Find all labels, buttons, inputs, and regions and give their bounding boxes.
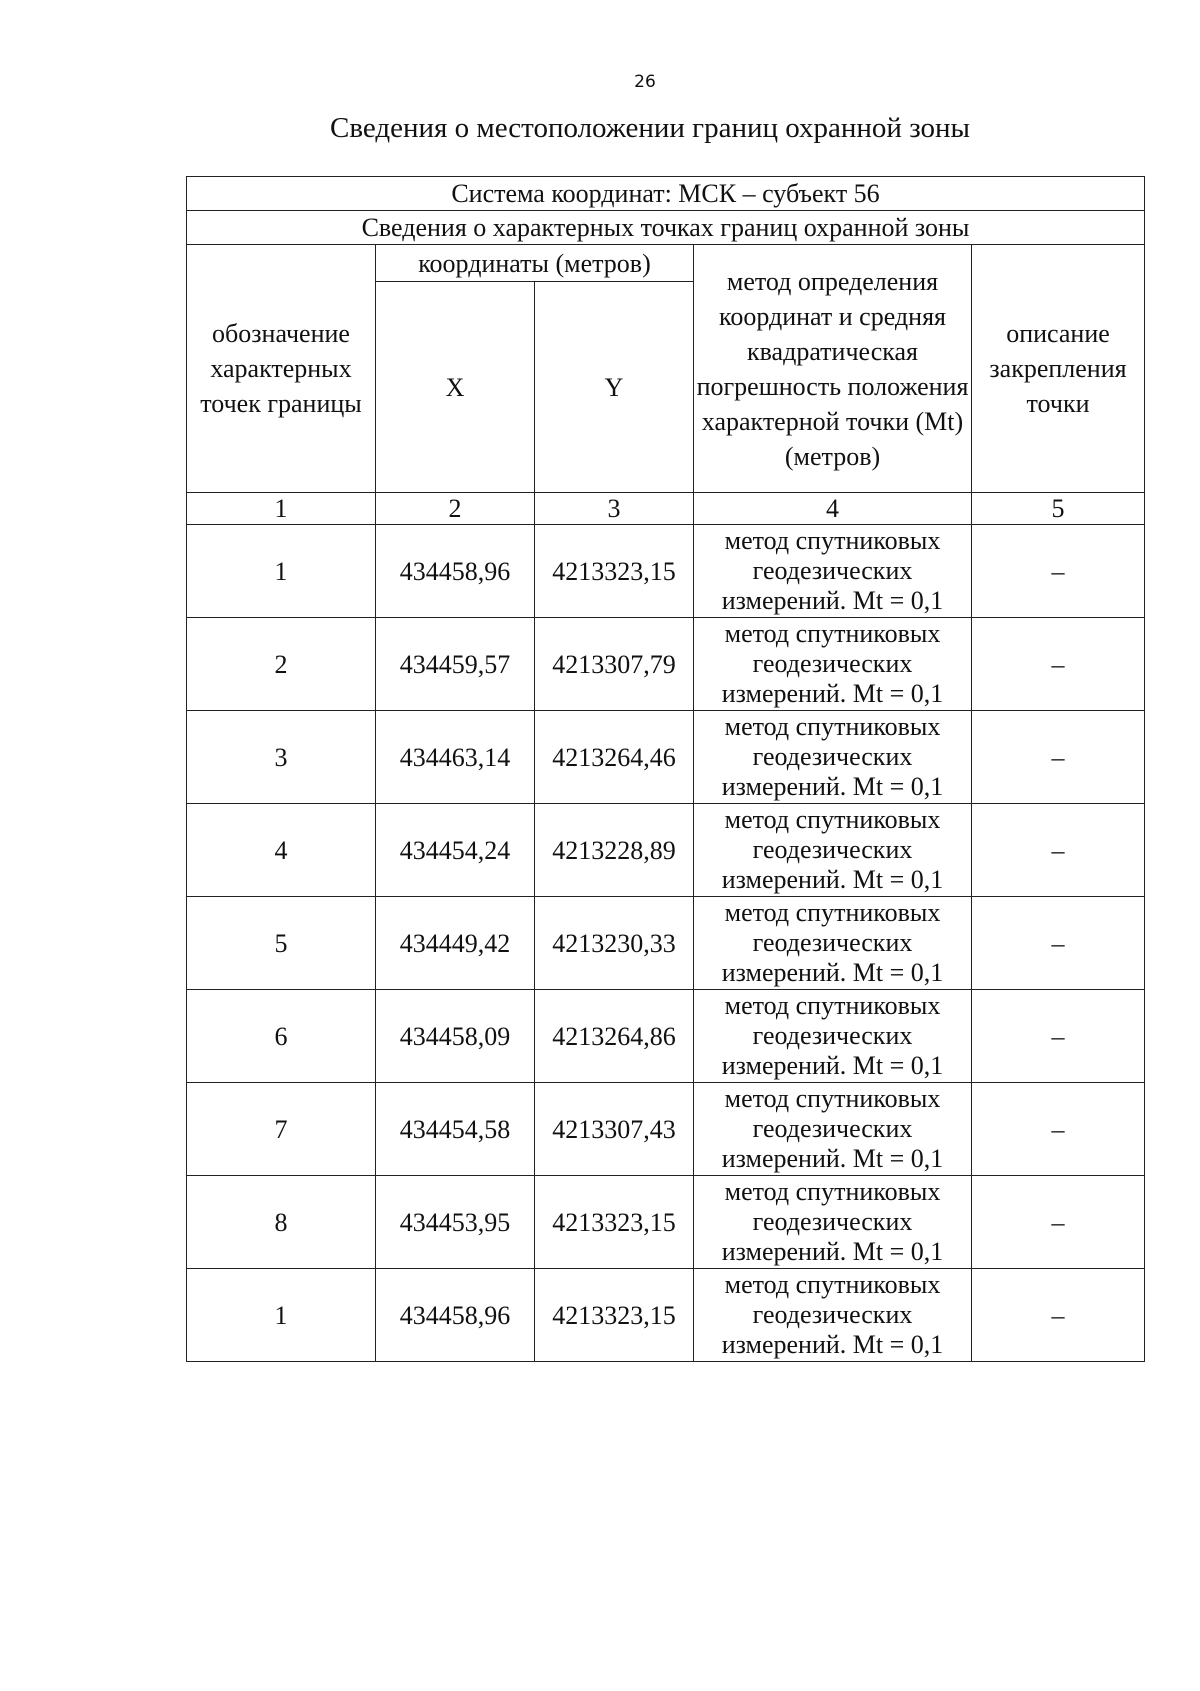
coordinate-system-row <box>187 177 1145 211</box>
method-cell <box>694 1176 972 1269</box>
point-number-cell: 5 <box>187 897 376 990</box>
method-line: измерений. Mt = 0,1 <box>721 1051 944 1080</box>
description-cell: – <box>972 1269 1145 1362</box>
description-cell: – <box>972 525 1145 618</box>
point-number-cell: 6 <box>187 990 376 1083</box>
table-row <box>187 1269 1145 1362</box>
description-cell: – <box>972 1176 1145 1269</box>
table-row <box>187 1176 1145 1269</box>
method-line: метод спутниковых <box>724 898 941 927</box>
x-coordinate-cell: 434458,09 <box>376 990 535 1083</box>
method-line: измерений. Mt = 0,1 <box>721 772 944 801</box>
page-title: Сведения о местоположении границ охранной зоны <box>329 112 970 144</box>
description-cell: – <box>972 618 1145 711</box>
header-coordinates: координаты (метров) <box>376 245 694 282</box>
table-caption-cell: Сведения о характерных точках границ охранной зоны <box>187 211 1145 245</box>
description-cell: – <box>972 804 1145 897</box>
y-coordinate-cell: 4213307,79 <box>535 618 694 711</box>
header-row <box>187 245 1145 282</box>
column-number-cell: 3 <box>535 493 694 525</box>
table-caption-row <box>187 211 1145 245</box>
point-number-cell: 7 <box>187 1083 376 1176</box>
point-number-cell: 1 <box>187 525 376 618</box>
page-number: 26 <box>634 72 656 92</box>
method-cell <box>694 1083 972 1176</box>
table-row <box>187 525 1145 618</box>
y-coordinate-cell: 4213264,46 <box>535 711 694 804</box>
header-y: Y <box>535 282 694 493</box>
method-cell <box>694 897 972 990</box>
method-cell <box>694 1269 972 1362</box>
x-coordinate-cell: 434463,14 <box>376 711 535 804</box>
y-coordinate-cell: 4213228,89 <box>535 804 694 897</box>
method-line: геодезических <box>752 742 913 771</box>
point-number-cell: 8 <box>187 1176 376 1269</box>
method-line: измерений. Mt = 0,1 <box>721 1144 944 1173</box>
method-line: метод спутниковых <box>724 1084 941 1113</box>
x-coordinate-cell: 434449,42 <box>376 897 535 990</box>
table-row <box>187 804 1145 897</box>
method-line: метод спутниковых <box>724 526 941 555</box>
x-coordinate-cell: 434454,58 <box>376 1083 535 1176</box>
y-coordinate-cell: 4213323,15 <box>535 1269 694 1362</box>
method-line: измерений. Mt = 0,1 <box>721 586 944 615</box>
point-number-cell: 4 <box>187 804 376 897</box>
x-coordinate-cell: 434453,95 <box>376 1176 535 1269</box>
method-line: измерений. Mt = 0,1 <box>721 1237 944 1266</box>
x-coordinate-cell: 434458,96 <box>376 1269 535 1362</box>
y-coordinate-cell: 4213323,15 <box>535 1176 694 1269</box>
method-cell <box>694 525 972 618</box>
table-row <box>187 1083 1145 1176</box>
table-row <box>187 618 1145 711</box>
description-cell: – <box>972 711 1145 804</box>
x-coordinate-cell: 434454,24 <box>376 804 535 897</box>
header-point-designation: обозначение характерных точек границы <box>187 245 376 493</box>
method-line: геодезических <box>752 1207 913 1236</box>
method-cell <box>694 711 972 804</box>
header-description: описание закрепления точки <box>972 245 1145 493</box>
method-line: геодезических <box>752 1300 913 1329</box>
method-line: геодезических <box>752 1021 913 1050</box>
coordinate-system-cell: Система координат: МСК – субъект 56 <box>187 177 1145 211</box>
method-cell <box>694 804 972 897</box>
method-line: метод спутниковых <box>724 619 941 648</box>
header-method: метод определения координат и средняя квадратическая погрешность положения характерной точки (Mt) (метров) <box>694 245 972 493</box>
y-coordinate-cell: 4213230,33 <box>535 897 694 990</box>
method-cell <box>694 618 972 711</box>
description-cell: – <box>972 990 1145 1083</box>
method-line: метод спутниковых <box>724 712 941 741</box>
method-line: геодезических <box>752 649 913 678</box>
table-row <box>187 897 1145 990</box>
table-row <box>187 711 1145 804</box>
x-coordinate-cell: 434459,57 <box>376 618 535 711</box>
column-number-cell: 4 <box>694 493 972 525</box>
method-line: геодезических <box>752 556 913 585</box>
point-number-cell: 3 <box>187 711 376 804</box>
table-row <box>187 990 1145 1083</box>
y-coordinate-cell: 4213264,86 <box>535 990 694 1083</box>
description-cell: – <box>972 897 1145 990</box>
description-cell: – <box>972 1083 1145 1176</box>
method-line: измерений. Mt = 0,1 <box>721 958 944 987</box>
method-line: измерений. Mt = 0,1 <box>721 1330 944 1359</box>
method-line: геодезических <box>752 1114 913 1143</box>
point-number-cell: 2 <box>187 618 376 711</box>
column-number-cell: 1 <box>187 493 376 525</box>
method-line: измерений. Mt = 0,1 <box>721 679 944 708</box>
method-line: метод спутниковых <box>724 1270 941 1299</box>
point-number-cell: 1 <box>187 1269 376 1362</box>
method-line: геодезических <box>752 928 913 957</box>
method-line: измерений. Mt = 0,1 <box>721 865 944 894</box>
method-line: метод спутниковых <box>724 991 941 1020</box>
x-coordinate-cell: 434458,96 <box>376 525 535 618</box>
column-number-cell: 2 <box>376 493 535 525</box>
y-coordinate-cell: 4213323,15 <box>535 525 694 618</box>
method-line: геодезических <box>752 835 913 864</box>
method-cell <box>694 990 972 1083</box>
method-line: метод спутниковых <box>724 1177 941 1206</box>
column-number-row <box>187 493 1145 525</box>
column-number-cell: 5 <box>972 493 1145 525</box>
y-coordinate-cell: 4213307,43 <box>535 1083 694 1176</box>
method-line: метод спутниковых <box>724 805 941 834</box>
boundary-points-table <box>186 176 1145 1362</box>
header-x: X <box>376 282 535 493</box>
